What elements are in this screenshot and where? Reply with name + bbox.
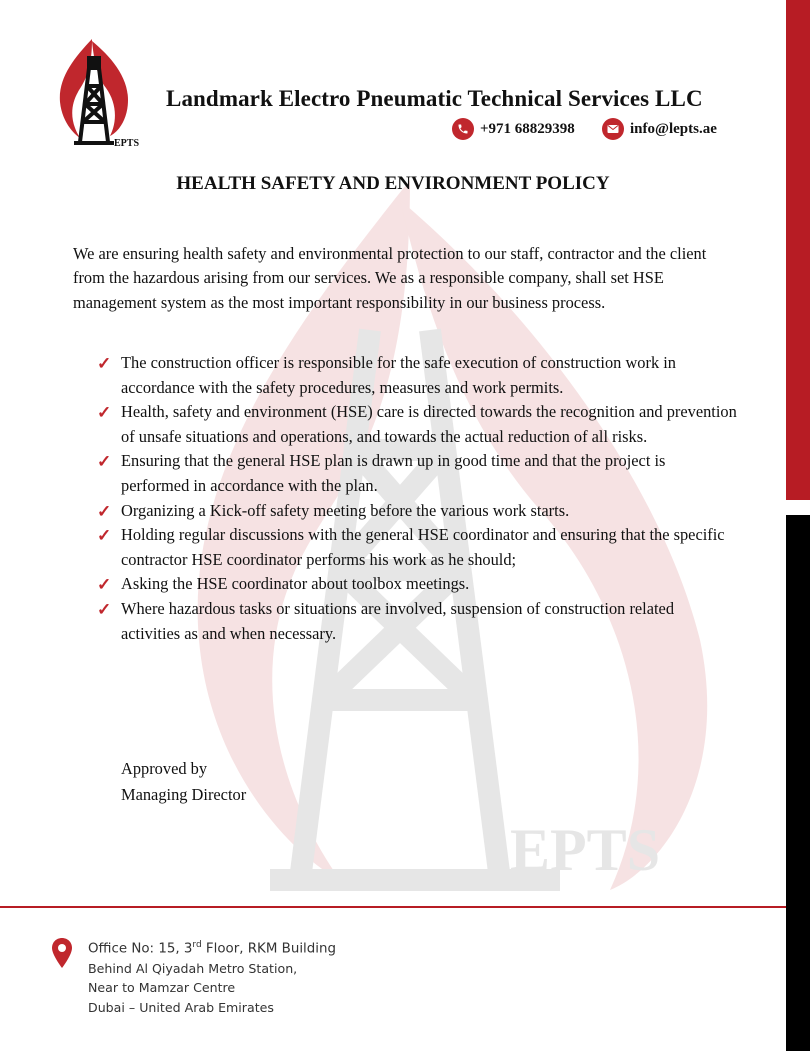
check-icon: ✓ [97,452,112,472]
email-icon [602,118,624,140]
footer-divider [0,906,786,908]
flame-derrick-logo [52,36,144,148]
svg-text:EPTS: EPTS [510,817,661,883]
right-red-stripe [786,0,810,500]
list-item: ✓ Where hazardous tasks or situations are involved, suspension of construction related activities as and when necessary. [97,598,675,643]
location-pin-icon [52,938,72,968]
email-contact[interactable] [602,118,717,140]
check-icon: ✓ [97,599,112,619]
right-black-stripe [786,515,810,1051]
intro-paragraph: We are ensuring health safety and environmental protection to our staff, contractor and the client from the hazardous arising from our services. We as a responsible company, shall set HSE management system as the most important responsibility in our business process. [73,244,707,312]
document-title: HEALTH SAFETY AND ENVIRONMENT POLICY [176,173,610,194]
address-line-2: Behind Al Qiyadah Metro Station, [88,960,298,976]
approver-title: Managing Director [121,785,247,804]
phone-icon [452,118,474,140]
list-item: ✓ The construction officer is responsible for the safe execution of construction work in accordance with the safety procedures, measures and work permits. [97,353,676,397]
check-icon: ✓ [97,354,112,373]
list-item: ✓ Holding regular discussions with the general HSE coordinator and ensuring that the specific contractor HSE coordinator performs his work as he should; [97,525,725,569]
list-item: ✓ Ensuring that the general HSE plan is drawn up in good time and that the project is performed in accordance with the plan. [97,451,666,495]
policy-list [97,351,737,646]
phone-contact[interactable] [452,118,575,140]
check-icon: ✓ [97,501,112,521]
approval-block [121,756,246,808]
logo-text: EPTS [114,138,140,148]
list-item: ✓ Health, safety and environment (HSE) care is directed towards the recognition and prevention of unsafe situations and operations, and towards the actual reduction of all risks. [97,402,737,446]
company-name: Landmark Electro Pneumatic Technical Services LLC [166,86,703,111]
email-address: info@lepts.ae [630,120,717,137]
list-item: ✓ Asking the HSE coordinator about toolbox meetings. [97,572,737,597]
address-line-1: Office No: 15, 3rd Floor, RKM Building [88,940,336,957]
address-line-4: Dubai – United Arab Emirates [88,999,274,1015]
check-icon: ✓ [97,526,112,546]
approved-by-label: Approved by [121,759,208,778]
list-item: ✓ Organizing a Kick-off safety meeting before the various work starts. [97,499,737,524]
check-icon: ✓ [97,575,112,595]
phone-number: +971 68829398 [480,120,575,137]
office-address [88,936,336,1017]
address-line-3: Near to Mamzar Centre [88,980,236,996]
check-icon: ✓ [97,403,112,423]
